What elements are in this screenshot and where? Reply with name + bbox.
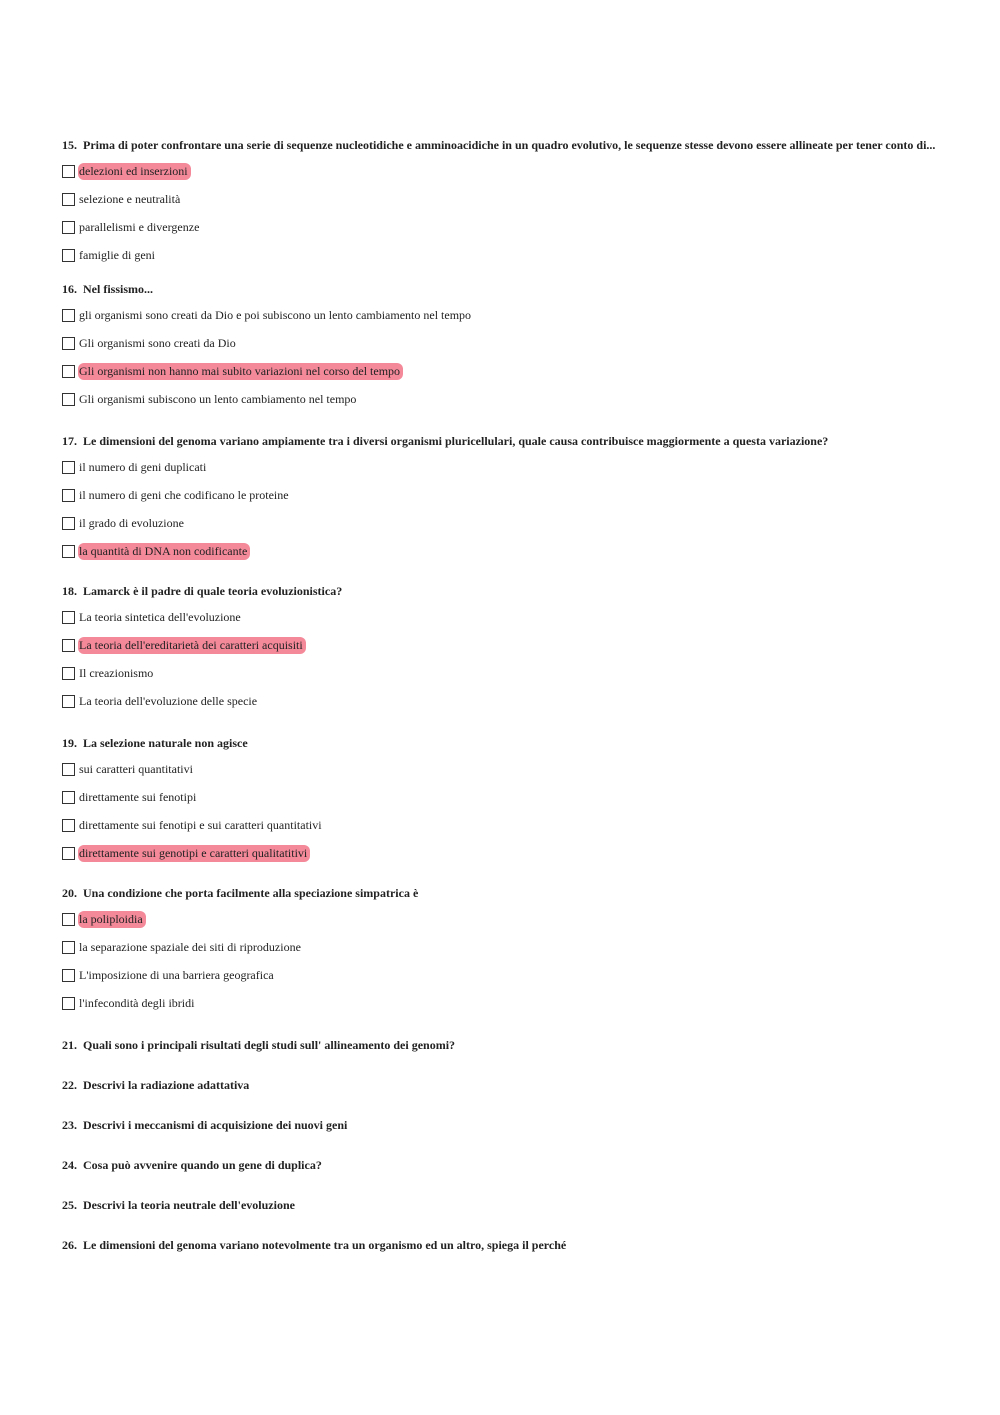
question-16 bbox=[62, 282, 942, 434]
question-22 bbox=[62, 1078, 942, 1118]
question-text: Le dimensioni del genoma variano notevolmente tra un organismo ed un altro, spiega il perché bbox=[83, 1238, 567, 1252]
question-title bbox=[62, 1238, 942, 1252]
option-label: direttamente sui fenotipi e sui caratteri quantitativi bbox=[79, 817, 322, 832]
option-label: Gli organismi subiscono un lento cambiamento nel tempo bbox=[79, 391, 357, 406]
question-25 bbox=[62, 1198, 942, 1238]
option[interactable] bbox=[62, 241, 942, 269]
option-label: Il creazionismo bbox=[79, 665, 154, 680]
question-23 bbox=[62, 1118, 942, 1158]
option-label: Gli organismi non hanno mai subito variazioni nel corso del tempo bbox=[78, 363, 403, 380]
checkbox[interactable] bbox=[62, 517, 75, 530]
question-title bbox=[62, 1158, 942, 1172]
option[interactable] bbox=[62, 157, 942, 185]
option[interactable] bbox=[62, 687, 942, 715]
question-text: Una condizione che porta facilmente alla speciazione simpatrica è bbox=[83, 886, 419, 900]
question-text: Nel fissismo... bbox=[83, 282, 153, 296]
checkbox[interactable] bbox=[62, 611, 75, 624]
question-text: Descrivi la teoria neutrale dell'evoluzione bbox=[83, 1198, 295, 1212]
option-label: gli organismi sono creati da Dio e poi subiscono un lento cambiamento nel tempo bbox=[79, 307, 472, 322]
checkbox[interactable] bbox=[62, 461, 75, 474]
option-label: la separazione spaziale dei siti di riproduzione bbox=[79, 939, 301, 954]
question-text: Le dimensioni del genoma variano ampiamente tra i diversi organismi pluricellulari, quale causa contribuisce maggiormente a questa variazione? bbox=[83, 434, 829, 448]
question-26 bbox=[62, 1238, 942, 1278]
checkbox[interactable] bbox=[62, 249, 75, 262]
option[interactable] bbox=[62, 537, 942, 565]
question-number: 18. bbox=[62, 584, 77, 598]
question-title bbox=[62, 584, 942, 598]
question-19 bbox=[62, 736, 942, 886]
option[interactable] bbox=[62, 933, 942, 961]
checkbox[interactable] bbox=[62, 545, 75, 558]
checkbox[interactable] bbox=[62, 221, 75, 234]
option[interactable] bbox=[62, 385, 942, 413]
question-title bbox=[62, 886, 942, 900]
question-text: Cosa può avvenire quando un gene di duplica? bbox=[83, 1158, 322, 1172]
question-number: 19. bbox=[62, 736, 77, 750]
checkbox[interactable] bbox=[62, 639, 75, 652]
option-label: famiglie di geni bbox=[79, 247, 155, 262]
question-title bbox=[62, 1038, 942, 1052]
checkbox[interactable] bbox=[62, 337, 75, 350]
checkbox[interactable] bbox=[62, 489, 75, 502]
option[interactable] bbox=[62, 961, 942, 989]
question-number: 25. bbox=[62, 1198, 77, 1212]
option[interactable] bbox=[62, 839, 942, 867]
option[interactable] bbox=[62, 905, 942, 933]
question-number: 17. bbox=[62, 434, 77, 448]
question-24 bbox=[62, 1158, 942, 1198]
option-label: La teoria dell'ereditarietà dei caratteri acquisiti bbox=[78, 637, 306, 654]
question-number: 24. bbox=[62, 1158, 77, 1172]
checkbox[interactable] bbox=[62, 913, 75, 926]
option-label: delezioni ed inserzioni bbox=[78, 163, 191, 180]
checkbox[interactable] bbox=[62, 819, 75, 832]
question-text: Quali sono i principali risultati degli studi sull' allineamento dei genomi? bbox=[83, 1038, 456, 1052]
option[interactable] bbox=[62, 213, 942, 241]
question-number: 23. bbox=[62, 1118, 77, 1132]
option[interactable] bbox=[62, 301, 942, 329]
option-label: parallelismi e divergenze bbox=[79, 219, 200, 234]
option[interactable] bbox=[62, 603, 942, 631]
option[interactable] bbox=[62, 453, 942, 481]
option[interactable] bbox=[62, 357, 942, 385]
options-list bbox=[62, 755, 942, 867]
checkbox[interactable] bbox=[62, 969, 75, 982]
question-number: 20. bbox=[62, 886, 77, 900]
options-list bbox=[62, 301, 942, 413]
question-title bbox=[62, 1078, 942, 1092]
question-17 bbox=[62, 434, 942, 584]
options-list bbox=[62, 157, 942, 269]
option-label: Gli organismi sono creati da Dio bbox=[79, 335, 236, 350]
question-15 bbox=[62, 138, 942, 282]
checkbox[interactable] bbox=[62, 365, 75, 378]
checkbox[interactable] bbox=[62, 997, 75, 1010]
option-label: l'infecondità degli ibridi bbox=[79, 995, 195, 1010]
option[interactable] bbox=[62, 755, 942, 783]
option[interactable] bbox=[62, 631, 942, 659]
option-label: la poliploidia bbox=[78, 911, 146, 928]
question-title bbox=[62, 138, 942, 152]
question-title bbox=[62, 1198, 942, 1212]
question-number: 15. bbox=[62, 138, 77, 152]
question-title bbox=[62, 434, 942, 448]
option-label: direttamente sui fenotipi bbox=[79, 789, 197, 804]
option-label: sui caratteri quantitativi bbox=[79, 761, 193, 776]
option-label: selezione e neutralità bbox=[79, 191, 181, 206]
checkbox[interactable] bbox=[62, 309, 75, 322]
option[interactable] bbox=[62, 989, 942, 1017]
option-label: La teoria dell'evoluzione delle specie bbox=[79, 693, 258, 708]
option[interactable] bbox=[62, 783, 942, 811]
option[interactable] bbox=[62, 509, 942, 537]
question-20 bbox=[62, 886, 942, 1038]
checkbox[interactable] bbox=[62, 695, 75, 708]
question-title bbox=[62, 282, 942, 296]
question-text: Prima di poter confrontare una serie di sequenze nucleotidiche e amminoacidiche in un quadro evolutivo, le sequenze stesse devono essere allineate per tener conto di... bbox=[83, 138, 936, 152]
question-title bbox=[62, 736, 942, 750]
options-list bbox=[62, 603, 942, 715]
question-number: 16. bbox=[62, 282, 77, 296]
question-text: La selezione naturale non agisce bbox=[83, 736, 248, 750]
option[interactable] bbox=[62, 329, 942, 357]
checkbox[interactable] bbox=[62, 165, 75, 178]
question-text: Descrivi i meccanismi di acquisizione dei nuovi geni bbox=[83, 1118, 348, 1132]
checkbox[interactable] bbox=[62, 847, 75, 860]
option[interactable] bbox=[62, 811, 942, 839]
checkbox[interactable] bbox=[62, 393, 75, 406]
options-list bbox=[62, 453, 942, 565]
checkbox[interactable] bbox=[62, 763, 75, 776]
checkbox[interactable] bbox=[62, 667, 75, 680]
option-label: La teoria sintetica dell'evoluzione bbox=[79, 609, 241, 624]
option-label: la quantità di DNA non codificante bbox=[78, 543, 250, 560]
option[interactable] bbox=[62, 185, 942, 213]
question-text: Descrivi la radiazione adattativa bbox=[83, 1078, 250, 1092]
option-label: il grado di evoluzione bbox=[79, 515, 184, 530]
question-title bbox=[62, 1118, 942, 1132]
options-list bbox=[62, 905, 942, 1017]
question-18 bbox=[62, 584, 942, 736]
option[interactable] bbox=[62, 481, 942, 509]
checkbox[interactable] bbox=[62, 941, 75, 954]
question-number: 22. bbox=[62, 1078, 77, 1092]
checkbox[interactable] bbox=[62, 791, 75, 804]
option-label: L'imposizione di una barriera geografica bbox=[79, 967, 274, 982]
question-text: Lamarck è il padre di quale teoria evoluzionistica? bbox=[83, 584, 343, 598]
question-21 bbox=[62, 1038, 942, 1078]
option[interactable] bbox=[62, 659, 942, 687]
checkbox[interactable] bbox=[62, 193, 75, 206]
option-label: direttamente sui genotipi e caratteri qualitatitivi bbox=[78, 845, 310, 862]
question-sheet bbox=[62, 138, 942, 1278]
option-label: il numero di geni che codificano le proteine bbox=[79, 487, 289, 502]
question-number: 26. bbox=[62, 1238, 77, 1252]
question-number: 21. bbox=[62, 1038, 77, 1052]
option-label: il numero di geni duplicati bbox=[79, 459, 207, 474]
